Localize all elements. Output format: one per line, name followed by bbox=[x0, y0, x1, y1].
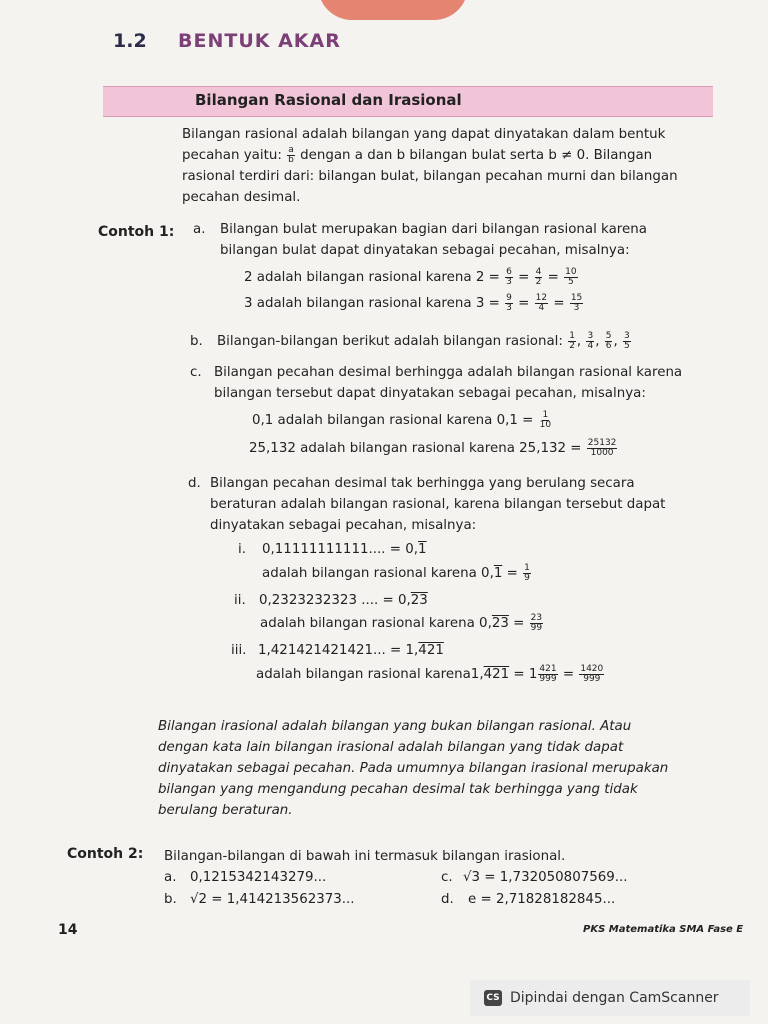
item-a-text bbox=[220, 219, 647, 261]
contoh-2-d-letter: d. bbox=[441, 892, 454, 907]
denominator: 99 bbox=[530, 622, 543, 633]
expression-text: 1,421421421421... = 1, bbox=[258, 643, 419, 658]
irrational-paragraph bbox=[158, 716, 718, 821]
sub-i-explanation bbox=[262, 563, 532, 584]
numerator: 1 bbox=[569, 330, 575, 341]
item-c-line: bilangan tersebut dapat dinyatakan sebagai pecahan, misalnya: bbox=[214, 386, 646, 401]
fraction bbox=[564, 268, 577, 287]
numerator: 1 bbox=[542, 409, 549, 420]
irrational-line: bilangan yang mengandung pecahan desimal tak berhingga yang tidak bbox=[158, 782, 638, 797]
contoh-1-label: Contoh 1: bbox=[98, 224, 175, 240]
equals-sign: = bbox=[562, 667, 575, 682]
fraction bbox=[623, 332, 631, 351]
sub-iii-label: iii. bbox=[231, 643, 247, 658]
denominator: 3 bbox=[573, 302, 580, 313]
contoh-2-c-letter: c. bbox=[441, 870, 453, 885]
example-text: 25,132 adalah bilangan rasional karena 25,132 = bbox=[249, 441, 582, 456]
item-d-text bbox=[210, 473, 665, 536]
explanation-text: adalah bilangan rasional karena1, bbox=[256, 667, 484, 682]
example-text: 2 adalah bilangan rasional karena 2 = bbox=[244, 270, 500, 285]
item-a-letter: a. bbox=[193, 222, 206, 237]
fraction bbox=[568, 332, 576, 351]
intro-text: pecahan yaitu: bbox=[182, 148, 282, 163]
fraction bbox=[505, 268, 513, 287]
numerator: 4 bbox=[535, 266, 542, 277]
denominator: 999 bbox=[539, 673, 557, 684]
fraction bbox=[538, 665, 557, 684]
repeating-digits: 421 bbox=[483, 667, 510, 682]
camscanner-watermark bbox=[470, 980, 750, 1016]
irrational-line: dinyatakan sebagai pecahan. Pada umumnya bilangan irasional merupakan bbox=[158, 761, 669, 776]
denominator: 4 bbox=[538, 302, 545, 313]
intro-paragraph bbox=[182, 124, 712, 208]
fraction bbox=[505, 294, 513, 313]
contoh-2-c-text: √3 = 1,732050807569... bbox=[463, 870, 628, 885]
sub-ii-label: ii. bbox=[234, 593, 246, 608]
item-d-line: beraturan adalah bilangan rasional, karena bilangan tersebut dapat bbox=[210, 497, 666, 512]
item-b-text bbox=[217, 331, 632, 352]
repeating-digits: 23 bbox=[491, 616, 509, 631]
denominator: 3 bbox=[506, 302, 512, 313]
denominator: 6 bbox=[605, 340, 612, 351]
example-text: 3 adalah bilangan rasional karena 3 = bbox=[244, 296, 500, 311]
numerator: 1 bbox=[524, 562, 530, 573]
irrational-line: Bilangan irasional adalah bilangan yang bukan bilangan rasional. Atau bbox=[158, 719, 632, 734]
page-number: 14 bbox=[58, 922, 78, 938]
item-b-line: Bilangan-bilangan berikut adalah bilangan rasional: bbox=[217, 334, 563, 349]
item-d-letter: d. bbox=[188, 476, 201, 491]
item-a-example-3 bbox=[244, 293, 584, 314]
numerator: 3 bbox=[623, 330, 630, 341]
contoh-2-label: Contoh 2: bbox=[67, 846, 144, 862]
intro-line bbox=[182, 145, 712, 166]
irrational-line: berulang beraturan. bbox=[158, 803, 293, 818]
sub-iii-expression bbox=[258, 640, 444, 661]
intro-line: pecahan desimal. bbox=[182, 190, 301, 205]
contoh-2-d-text: e = 2,71828182845... bbox=[468, 892, 616, 907]
fraction bbox=[535, 268, 543, 287]
explanation-text: adalah bilangan rasional karena 0, bbox=[260, 616, 492, 631]
subheading-title: Bilangan Rasional dan Irasional bbox=[195, 91, 462, 109]
numerator: 25132 bbox=[587, 437, 617, 448]
sub-ii-explanation bbox=[260, 613, 544, 634]
denominator: 10 bbox=[539, 419, 552, 430]
numerator: 9 bbox=[506, 292, 512, 303]
intro-line: rasional terdiri dari: bilangan bulat, bilangan pecahan murni dan bilangan bbox=[182, 169, 678, 184]
fraction bbox=[587, 439, 618, 458]
fraction bbox=[530, 614, 543, 633]
numerator: a bbox=[288, 144, 294, 155]
item-c-letter: c. bbox=[190, 365, 202, 380]
sub-ii-expression bbox=[259, 590, 428, 611]
item-a-example-2 bbox=[244, 267, 579, 288]
separator: , bbox=[595, 334, 600, 349]
contoh-2-b-text: √2 = 1,414213562373... bbox=[190, 892, 355, 907]
camscanner-text: Dipindai dengan CamScanner bbox=[510, 990, 719, 1006]
expression-text: 0,11111111111.... = 0, bbox=[262, 542, 419, 557]
repeating-digits: 421 bbox=[418, 643, 444, 658]
repeating-digits: 1 bbox=[493, 566, 503, 581]
section-title: BENTUK AKAR bbox=[178, 30, 341, 52]
numerator: 3 bbox=[587, 330, 594, 341]
contoh-2-a-letter: a. bbox=[164, 870, 177, 885]
denominator: 2 bbox=[535, 276, 542, 287]
numerator: 15 bbox=[570, 292, 583, 303]
denominator: b bbox=[288, 154, 294, 165]
separator: , bbox=[613, 334, 618, 349]
camscanner-logo-icon: CS bbox=[484, 990, 502, 1006]
equals-sign: = bbox=[513, 616, 525, 631]
equals-sign: = bbox=[547, 270, 559, 285]
numerator: 5 bbox=[605, 330, 612, 341]
book-title: PKS Matematika SMA Fase E bbox=[583, 924, 744, 935]
fraction bbox=[579, 665, 604, 684]
fraction bbox=[539, 411, 552, 430]
expression-text: 0,2323232323 .... = 0, bbox=[259, 593, 411, 608]
item-c-line: Bilangan pecahan desimal berhingga adalah bilangan rasional karena bbox=[214, 365, 683, 380]
numerator: 12 bbox=[535, 292, 548, 303]
equals-sign: = bbox=[518, 296, 530, 311]
repeating-digits: 1 bbox=[418, 542, 427, 557]
repeating-digits: 23 bbox=[410, 593, 428, 608]
scanner-finger-shadow bbox=[318, 0, 468, 20]
item-a-line: bilangan bulat dapat dinyatakan sebagai pecahan, misalnya: bbox=[220, 243, 630, 258]
contoh-2-intro: Bilangan-bilangan di bawah ini termasuk bilangan irasional. bbox=[164, 849, 566, 864]
denominator: 3 bbox=[506, 276, 512, 287]
denominator: 9 bbox=[524, 572, 530, 583]
example-text: 0,1 adalah bilangan rasional karena 0,1 = bbox=[252, 413, 534, 428]
fraction bbox=[535, 294, 548, 313]
denominator: 4 bbox=[587, 340, 594, 351]
denominator: 1000 bbox=[590, 447, 614, 458]
denominator: 5 bbox=[567, 276, 574, 287]
fraction bbox=[570, 294, 583, 313]
intro-text: dengan a dan b bilangan bulat serta b ≠ 0. Bilangan bbox=[300, 148, 653, 163]
item-b-letter: b. bbox=[190, 334, 203, 349]
denominator: 5 bbox=[623, 340, 630, 351]
equals-sign: = bbox=[506, 566, 518, 581]
item-c-text bbox=[214, 362, 682, 404]
item-a-line: Bilangan bulat merupakan bagian dari bilangan rasional karena bbox=[220, 222, 647, 237]
item-c-example-2 bbox=[249, 438, 618, 459]
equals-sign: = bbox=[518, 270, 530, 285]
numerator: 10 bbox=[565, 266, 577, 277]
sub-i-expression bbox=[262, 539, 427, 560]
contoh-2-a-text: 0,1215342143279... bbox=[190, 870, 327, 885]
fraction bbox=[586, 332, 594, 351]
separator: , bbox=[576, 334, 582, 349]
sub-iii-explanation bbox=[256, 664, 605, 685]
equals-sign: = bbox=[553, 296, 565, 311]
numerator: 1420 bbox=[580, 663, 604, 674]
fraction-a-over-b bbox=[287, 146, 295, 165]
numerator: 6 bbox=[506, 266, 512, 277]
contoh-2-b-letter: b. bbox=[164, 892, 177, 907]
irrational-line: dengan kata lain bilangan irasional adalah bilangan yang tidak dapat bbox=[158, 740, 624, 755]
equals-sign: = 1 bbox=[513, 667, 538, 682]
denominator: 2 bbox=[569, 340, 575, 351]
fraction bbox=[523, 564, 531, 583]
numerator: 421 bbox=[539, 663, 557, 674]
item-d-line: Bilangan pecahan desimal tak berhingga yang berulang secara bbox=[210, 476, 635, 491]
sub-i-label: i. bbox=[238, 542, 246, 557]
denominator: 999 bbox=[583, 673, 601, 684]
item-d-line: dinyatakan sebagai pecahan, misalnya: bbox=[210, 518, 477, 533]
numerator: 23 bbox=[530, 612, 543, 623]
explanation-text: adalah bilangan rasional karena 0, bbox=[262, 566, 494, 581]
section-number: 1.2 bbox=[113, 30, 147, 52]
item-c-example-1 bbox=[252, 410, 553, 431]
intro-line: Bilangan rasional adalah bilangan yang dapat dinyatakan dalam bentuk bbox=[182, 127, 666, 142]
fraction bbox=[605, 332, 613, 351]
